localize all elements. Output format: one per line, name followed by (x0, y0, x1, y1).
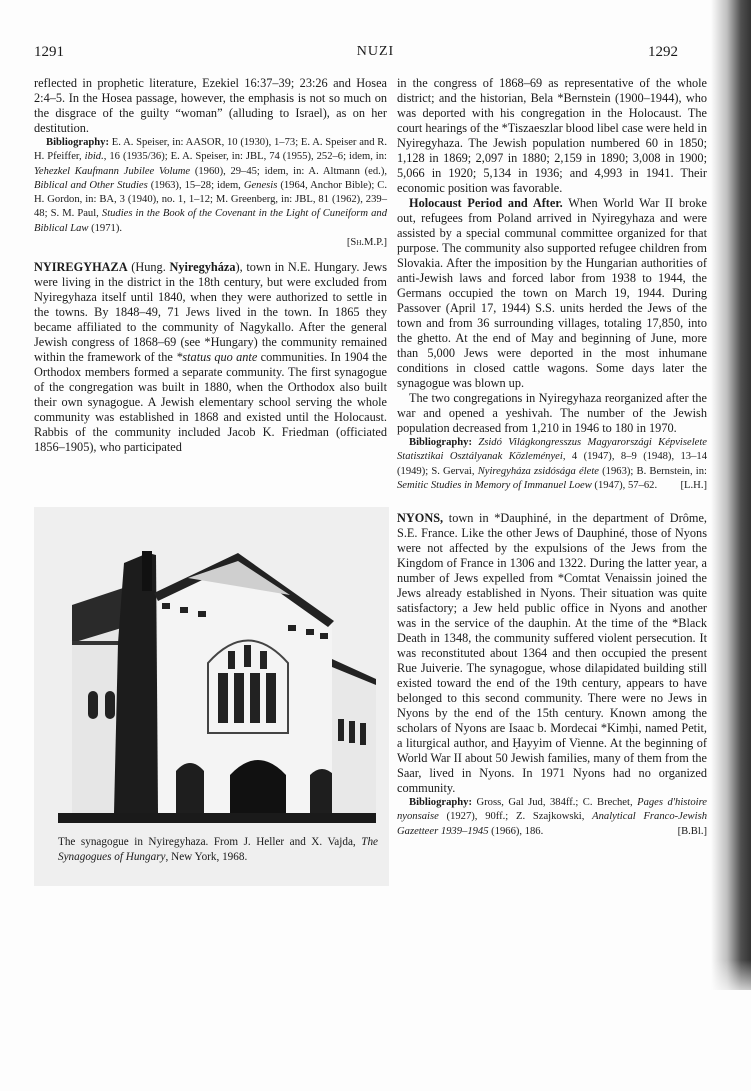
entry-headword: NYONS, (397, 511, 444, 526)
entry-headword: NYIREGYHAZA (34, 260, 128, 275)
bib-title: Genesis (243, 179, 278, 191)
figure-caption (58, 835, 378, 864)
nyons-bibliography (397, 796, 707, 839)
synagogue-photo (58, 523, 376, 823)
left-column (34, 76, 387, 455)
bib-text: Gross, Gal Jud, 384ff.; C. Brechet, (472, 797, 638, 809)
section-heading: Holocaust Period and After. (409, 196, 563, 210)
bib-title: Studies in the Book of the Covenant in the Light of Cuneiform and Biblical Law (34, 208, 387, 234)
bib-text: (1947), 57–62. (591, 479, 658, 491)
bib-text: , 4 (1947), 8–9 (1948), 13–14 (1949); S. Gervai, (397, 451, 707, 477)
nuzi-bibliography (34, 136, 387, 250)
entry-text: town in *Dauphiné, in the department of Drôme, S.E. France. Like the other Jews of Dauphiné, those of Nyons were not affected by the expulsions of the Jews from the Kingdom of France in 1306 and 1322. During the latter year, a number of Jews expelled from *Comtat Venaissin joined the Jews already established in Nyons. Their situation was quite satisfactory; a Jew held public office in Nyons and another was in the service of the dauphin. At the time of the *Black Death in 1348, the community suffered violent persecution. It was reconstituted about 1364 and then occupied the present Rue Juiverie. The synagogue, whose dilapidated building still existed toward the end of the 19th century, appears to have belonged to this second community. There were no Jews in Nyons by the end of the 15th century. Known among the scholars of Nyons are Isaac b. Mordecai *Kimḥi, named Petit, a liturgical author, and Ḥayyim of Vienne. At the beginning of World War II about 50 Jewish families, many of them from the Saar, lived in Nyons. In 1971 Nyons had no organized community. (397, 511, 707, 796)
bib-title: Yehezkel Kaufmann Jubilee Volume (34, 165, 191, 177)
right-column (397, 76, 707, 839)
alt-prefix: (Hung. (127, 260, 170, 275)
author-signature: [L.H.] (680, 479, 707, 491)
bib-title: Nyiregyháza zsidósága élete (477, 465, 599, 477)
alt-suffix: ), (235, 260, 247, 275)
nyiregyhaza-continuation: in the congress of 1868–69 as representative of the whole district; and the historian, Bela *Bernstein (1900–1944), who was deported with his congregation in the Holocaust. The court hearings of the *Tiszaeszlar blood libel case were held in Nyiregyhaza. The Jewish population numbered 60 in 1850; 1,128 in 1869; 2,097 in 1880; 2,159 in 1890; 3,008 in 1900; 5,066 in 1920; 5,134 in 1936; and 4,993 in 1941. Their economic position was favorable. (397, 76, 707, 195)
bib-parts (34, 137, 387, 234)
alt-name: Nyiregyháza (169, 260, 236, 275)
bib-title: ibid. (84, 151, 104, 163)
bibliography-label: Bibliography: (46, 137, 109, 148)
bib-text: , 16 (1935/36); E. A. Speiser, in: JBL, 74 (1955), 252–6; idem, in: (103, 151, 387, 163)
bibliography-label: Bibliography: (409, 797, 472, 809)
figure-synagogue (34, 507, 389, 886)
entry-nyiregyhaza (34, 260, 387, 455)
page-number-left: 1291 (34, 44, 64, 60)
author-signature: [Sh.M.P.] (346, 237, 387, 249)
bib-text: (1963), 15–28; idem, (147, 179, 244, 191)
entry-text-cont: communities. In 1904 the Orthodox members formed a separate community. The first synagogue of the congregation was built in 1880, when the Orthodox also built their own synagogue. A Jewish elementary school serving the whole community was established in 1868 and existed until the Holocaust. Rabbis of the community included Jacob K. Friedman (officiated 1856–1905), who participated (34, 350, 387, 455)
running-title: NUZI (356, 44, 395, 59)
bib-text: (1963); B. Bernstein, in: (598, 465, 707, 477)
caption-end: , New York, 1968. (165, 850, 248, 863)
bib-text: (1966), 186. (488, 825, 544, 837)
bibliography-label: Bibliography: (409, 437, 472, 448)
book-gutter-shadow (711, 0, 751, 990)
bib-title: Zsidó Világkongresszus Magyarországi Képviselete Statisztikai Osztályanak Közleményei (397, 437, 707, 463)
cross-reference-status-quo-ante: *status quo ante (176, 350, 258, 365)
author-signature: [B.Bl.] (677, 825, 707, 837)
gutter-fade (711, 960, 751, 1000)
postwar-paragraph: The two congregations in Nyiregyhaza reorganized after the war and opened a yeshivah. The number of the Jewish population decreased from 1,210 in 1946 to 180 in 1970. (397, 391, 707, 435)
bib-text: (1960), 29–45; idem, in: A. Altmann (ed.), (190, 165, 387, 177)
bib-text: (1971). (88, 222, 122, 234)
page-number-right: 1292 (648, 44, 678, 60)
bib-title: Pages d'histoire nyonsaise (397, 797, 708, 823)
bib-title: Semitic Studies in Memory of Immanuel Loew (397, 479, 592, 491)
caption-text: The synagogue in Nyiregyhaza. From J. Heller and X. Vajda, (58, 836, 362, 848)
section-text: When World War II broke out, refugees from Poland arrived in Nyiregyhaza and were assisted by a special communal committee organized for that purpose. The community also supported refugee children from Slovakia. After the imposition by the Hungarian authorities of anti-Jewish laws and forced labor from 1938 to 1944, the Germans occupied the town on March 19, 1944. During Passover (April 17, 1944) S.S. units herded the Jews of the town and from 36 surrounding villages, totaling 17,850, into the ghetto. At the end of May and beginning of June, more than 5,000 Jews were deported in the most inhumane conditions in closed cattle wagons. Some days later the synagogue was blown up. (397, 196, 707, 390)
nyiregyhaza-bibliography (397, 436, 707, 493)
bib-text: (1964, Anchor Bible); C. H. Gordon, in: BA, 3 (1940), no. 1, 1–12; M. Greenberg, in: JBL, 81 (1962), 239–48; S. M. Paul, (34, 179, 388, 220)
bib-text: (1927), 90ff.; Z. Szajkowski, (438, 811, 593, 823)
bib-title: Analytical Franco-Jewish Gazetteer 1939–1945 (397, 811, 707, 837)
nuzi-continuation: reflected in prophetic literature, Ezekiel 16:37–39; 23:26 and Hosea 2:4–5. In the Hosea passage, however, the emphasis is not so much on the disgrace of the guilty “woman” (alluding to Israel), as on her destitution. (34, 76, 387, 135)
caption-source-title: The Synagogues of Hungary (58, 836, 378, 863)
entry-nyons (397, 511, 707, 796)
bib-title: Biblical and Other Studies (34, 179, 148, 191)
bib-text: E. A. Speiser, in: AASOR, 10 (1930), 1–73; E. A. Speiser and R. H. Pfeiffer, (34, 137, 387, 163)
section-holocaust (397, 196, 707, 391)
entry-text: town in N.E. Hungary. Jews were living in the district in the 18th century, but were excluded from Nyiregyhaza itself until 1840, when they were authorized to settle in the towns. By 1848–49, 71 Jews lived in the town. In 1865 they became affiliated to the community of Nagykallo. After the general Jewish congress of 1868–69 (see *Hungary) the community remained within the framework of the (34, 260, 387, 365)
